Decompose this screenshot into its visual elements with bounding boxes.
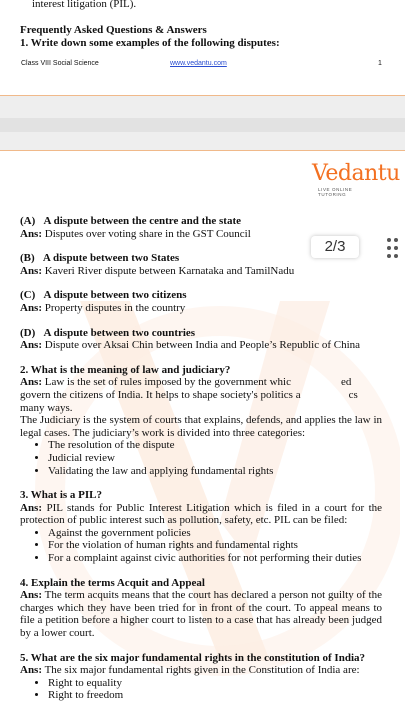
dispute-label: (B) xyxy=(20,252,35,265)
question-title: 4. Explain the terms Acquit and Appeal xyxy=(20,576,205,589)
question-3 xyxy=(20,489,382,565)
ans-label: Ans: xyxy=(20,664,43,677)
dispute-answer: Dispute over Aksai Chin between India and People’s Republic of China xyxy=(44,339,361,352)
dispute-title: A dispute between two States xyxy=(42,252,180,265)
ans-label: Ans: xyxy=(20,501,43,514)
dispute-c xyxy=(20,289,382,314)
ans-label: Ans: xyxy=(20,227,43,240)
dispute-title: A dispute between two citizens xyxy=(43,289,187,302)
ans-label: Ans: xyxy=(20,301,43,314)
list-item: • Right to freedom xyxy=(48,689,382,702)
list-item: • The resolution of the dispute xyxy=(48,439,382,452)
question-title: 2. What is the meaning of law and judiciary? xyxy=(20,363,231,376)
previous-page-text: interest litigation (PIL). xyxy=(32,0,137,10)
logo-wordmark: Vedantu xyxy=(312,161,400,186)
dispute-label: (D) xyxy=(20,326,36,339)
footer-link[interactable]: www.vedantu.com xyxy=(170,60,227,67)
footer-class: Class VIII Social Science xyxy=(21,60,99,67)
list-item: • For a complaint against civic authorities for not performing their duties xyxy=(48,552,382,565)
question-title: 5. What are the six major fundamental rights in the constitution of India? xyxy=(20,651,365,664)
dispute-d xyxy=(20,327,382,352)
bullet-list xyxy=(20,527,382,565)
dispute-label: (A) xyxy=(20,215,36,227)
previous-page xyxy=(0,0,405,95)
page-gap-band xyxy=(0,118,405,132)
dispute-title: A dispute between the centre and the state xyxy=(43,215,242,227)
dispute-label: (C) xyxy=(20,289,36,302)
list-item: • Right to equality xyxy=(48,677,382,690)
bullet-list xyxy=(20,677,382,702)
ans-label: Ans: xyxy=(20,339,43,352)
faq-heading: Frequently Asked Questions & Answers xyxy=(20,24,207,36)
ans-label: Ans: xyxy=(20,264,43,277)
question-1: 1. Write down some examples of the following disputes: xyxy=(20,37,280,49)
dispute-answer: Kaveri River dispute between Karnataka and TamilNadu xyxy=(44,264,295,277)
page-content xyxy=(20,215,382,702)
list-item: • Judicial review xyxy=(48,452,382,465)
dispute-title: A dispute between two countries xyxy=(43,326,196,339)
drag-handle-icon[interactable] xyxy=(384,234,402,264)
answer-text: PIL stands for Public Interest Litigation which is filed in a court for the protection of public interest such as pollution, safety, etc. PIL can be filed: xyxy=(20,501,383,527)
answer-line-tail: cs xyxy=(348,388,358,401)
bullet-list xyxy=(20,439,382,477)
list-item: • Validating the law and applying fundamental rights xyxy=(48,465,382,478)
ans-label: Ans: xyxy=(20,589,43,602)
list-item: • Against the government policies xyxy=(48,527,382,540)
question-2 xyxy=(20,364,382,477)
answer-text: The six major fundamental rights given in the Constitution of India are: xyxy=(44,664,360,677)
answer-text: The term acquits means that the court has declared a person not guilty of the charges which they have been tried for in front of the court. To appeal means to file a petition before a higher court to listen to a case that has already been judged by a lower court. xyxy=(20,589,382,640)
question-4 xyxy=(20,577,382,640)
list-item: • For the violation of human rights and fundamental rights xyxy=(48,539,382,552)
question-5 xyxy=(20,652,382,702)
vedantu-logo xyxy=(312,161,400,197)
question-title: 3. What is a PIL? xyxy=(20,489,103,502)
dispute-answer: Property disputes in the country xyxy=(44,301,186,314)
answer-line: govern the citizens of India. It helps to shape society's politics a xyxy=(20,388,301,401)
answer-line-tail: ed xyxy=(341,376,352,389)
logo-tagline: LIVE ONLINE TUTORING xyxy=(318,187,353,197)
ans-label: Ans: xyxy=(20,376,43,389)
page-indicator[interactable]: 2/3 xyxy=(311,236,359,258)
answer-line: Law is the set of rules imposed by the government whic xyxy=(44,376,291,389)
footer-page-number: 1 xyxy=(378,60,382,67)
answer-paragraph: The Judiciary is the system of courts that explains, defends, and applies the law in legal cases. The judiciary’s work is divided into three categories: xyxy=(20,414,382,439)
dispute-answer: Disputes over voting share in the GST Council xyxy=(44,227,251,240)
answer-line: many ways. xyxy=(20,401,73,414)
